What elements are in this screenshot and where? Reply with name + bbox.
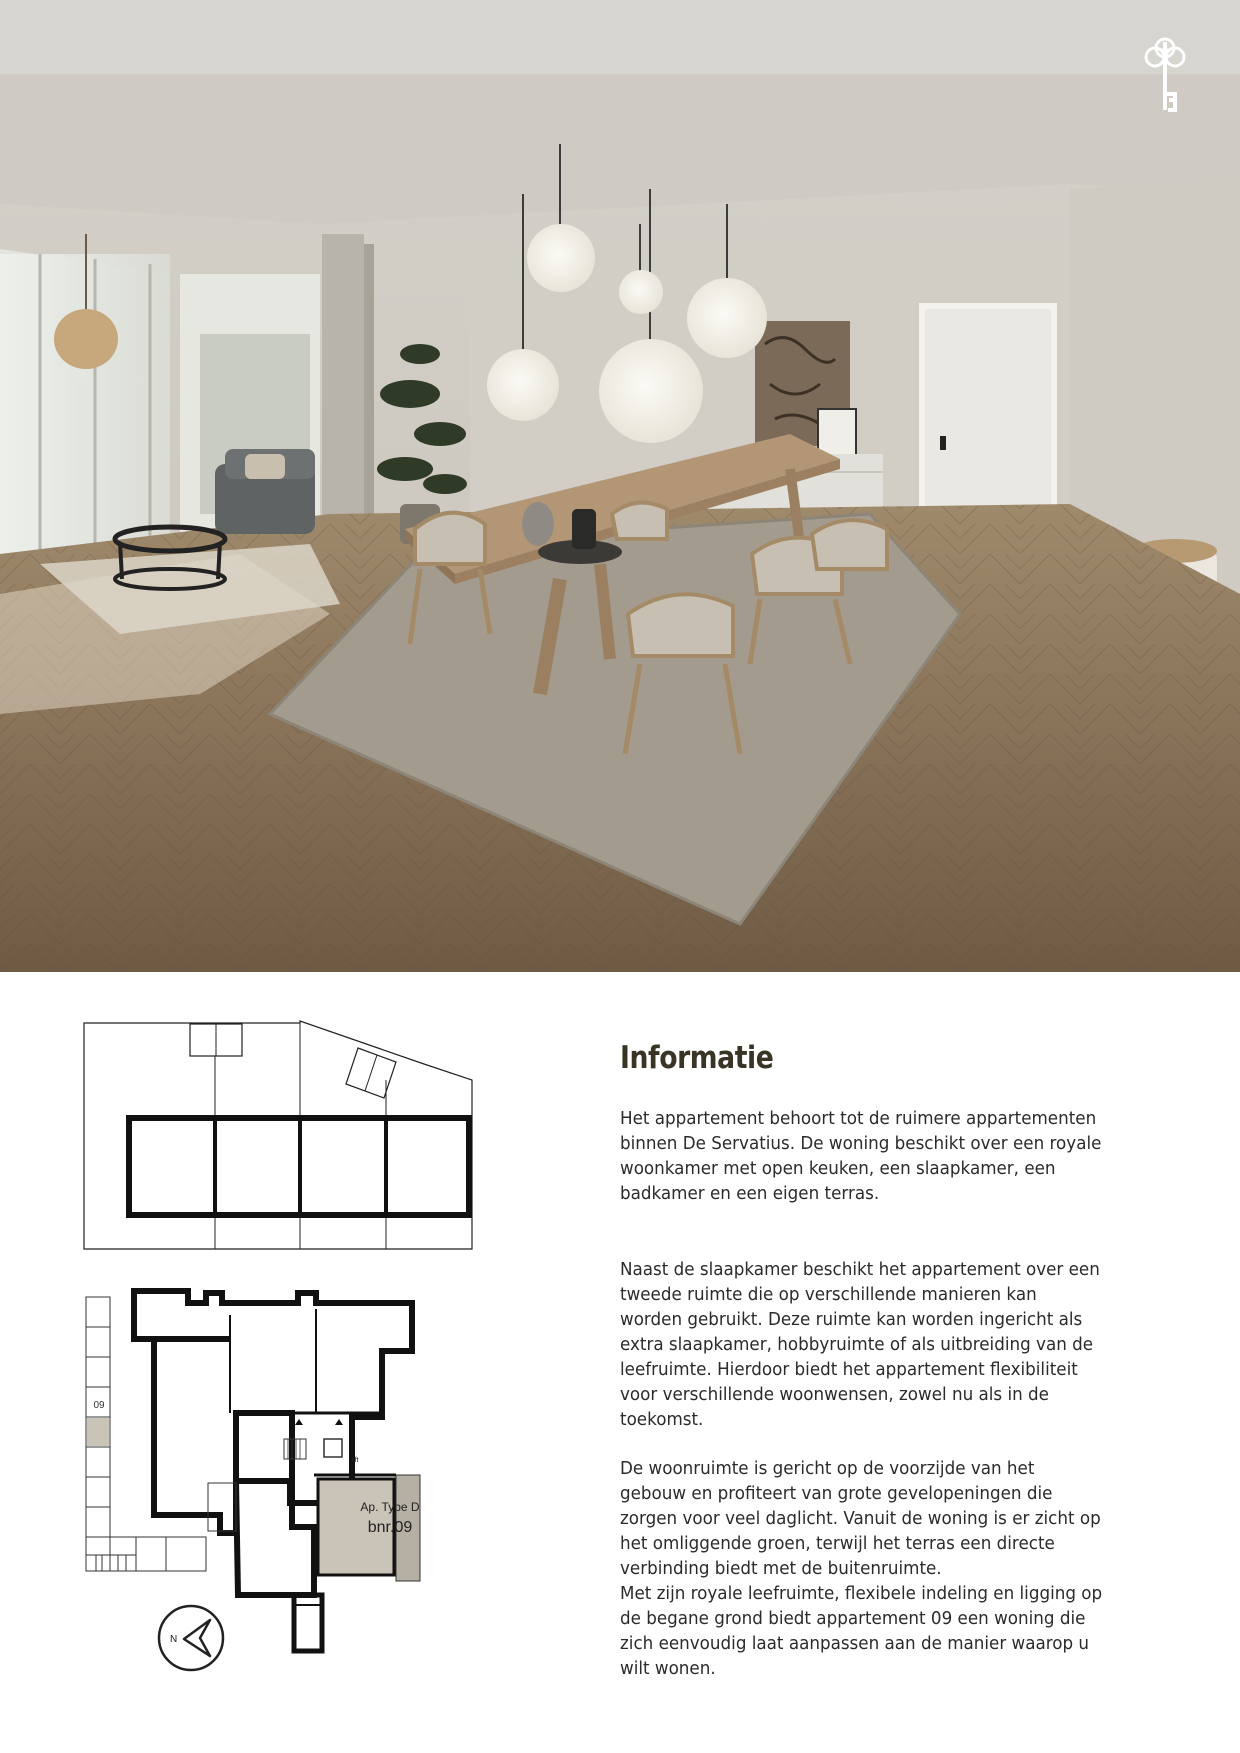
- paragraph-intro: Het appartement behoort tot de ruimere appartementen binnen De Servatius. De woning beschikt over een royale woonkamer met open keuken, een slaapkamer, een badkamer en een eigen terras.: [620, 1108, 1102, 1204]
- compass-letter: N: [170, 1634, 178, 1645]
- side-unit-label: 09: [93, 1400, 105, 1411]
- unit-number-label: bnr.09: [367, 1519, 413, 1536]
- compass-north-icon: [156, 1603, 226, 1673]
- lift-label: lift: [351, 1457, 359, 1464]
- paragraph-second-room: Naast de slaapkamer beschikt het appartement over een tweede ruimte die op verschillende manieren kan worden gebruikt. Deze ruimte kan worden ingericht als extra slaapkamer, hobbyruimte of als uitbreiding van de leefruimte. Hierdoor biedt het appartement flexibiliteit voor verschillende woonwensen, zowel nu als in de toekomst.: [620, 1259, 1100, 1430]
- floorplan-upper: [80, 1020, 480, 1252]
- floorplan-ground: [80, 1285, 500, 1655]
- page-title: Informatie: [620, 1040, 774, 1076]
- unit-type-label: Ap. Type D: [360, 1500, 420, 1514]
- paragraph-conclusion: Met zijn royale leefruimte, flexibele indeling en ligging op de begane grond biedt appartement 09 een woning die zich eenvoudig laat aanpassen aan de manier waarop u wilt wonen.: [620, 1583, 1103, 1679]
- hero-interior-image: [0, 74, 1240, 972]
- top-band: [0, 0, 1240, 74]
- paragraph-living-space: De woonruimte is gericht op de voorzijde van het gebouw en profiteert van grote gevelopeningen die zorgen voor veel daglicht. Vanuit de woning is er zicht op het omliggende groen, terwijl het terras een directe verbinding biedt met de buitenruimte.: [620, 1458, 1101, 1579]
- key-tree-icon: [1140, 30, 1190, 116]
